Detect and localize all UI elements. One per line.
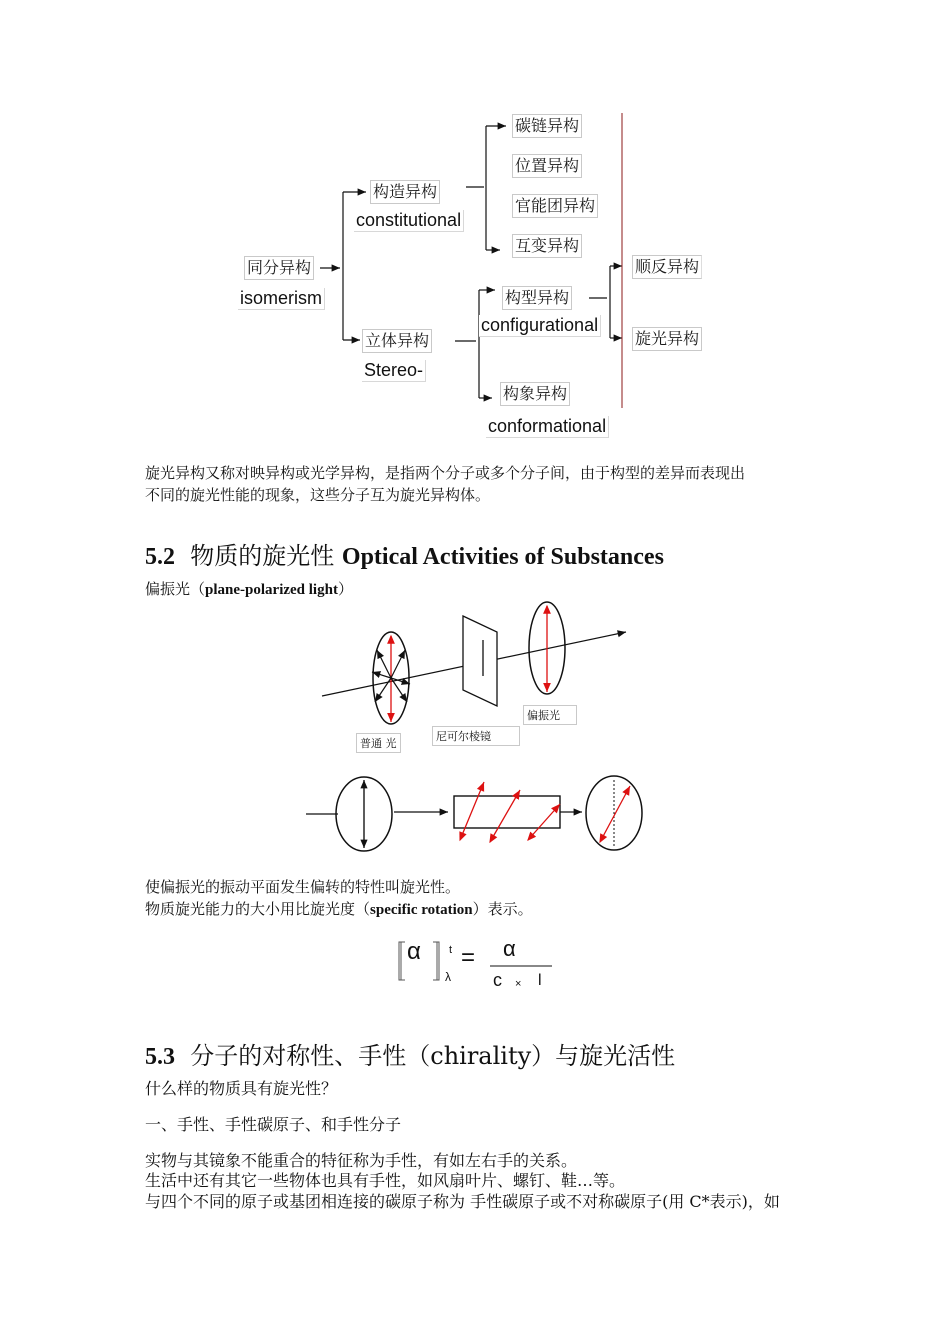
section-5-3-title: 分子的对称性、手性（chirality）与旋光活性 (190, 1042, 676, 1070)
chirality-subheading: 一、手性、手性碳原子、和手性分子 (145, 1115, 402, 1134)
rotation-line-1: 使偏振光的振动平面发生偏转的特性叫旋光性。 (145, 878, 461, 896)
tree-carbon-chain: 碳链异构 (512, 114, 582, 138)
tree-stereo-en: Stereo- (362, 360, 426, 382)
rotation-line-2-term: specific rotation (370, 902, 473, 918)
polarized-prefix: 偏振光（ (145, 580, 206, 598)
tree-functional-group: 官能团异构 (512, 194, 598, 218)
rotation-diagram (306, 776, 642, 851)
formula-alpha-left: α (407, 938, 421, 965)
tree-stereo-cn: 立体异构 (362, 329, 432, 353)
nicol-prism (463, 616, 497, 706)
section-5-3-number: 5.3 (145, 1044, 175, 1070)
tree-root-en: isomerism (238, 288, 325, 310)
polarized-light-ellipse (529, 602, 565, 694)
rotation-line-2 (145, 898, 533, 921)
tree-tautomer: 互变异构 (512, 234, 582, 258)
section-5-2-title-cn: 物质的旋光性 (190, 542, 335, 570)
tree-constitutional-cn: 构造异构 (370, 180, 440, 204)
section-5-3-heading (145, 1036, 675, 1071)
ordinary-light-ellipse (372, 632, 410, 724)
formula-denom-c: c (493, 970, 502, 990)
label-polarized: 偏振光 (523, 705, 577, 725)
tree-conformational-en: conformational (486, 416, 609, 438)
formula-denom-l: l (538, 972, 542, 989)
tree-constitutional-en: constitutional (354, 210, 464, 232)
section-5-2-title-en: Optical Activities of Substances (341, 544, 664, 570)
tree-cis-trans: 顺反异构 (632, 255, 702, 279)
chirality-line-1: 实物与其镜象不能重合的特征称为手性，有如左右手的关系。 (145, 1151, 578, 1170)
chirality-line-2: 生活中还有其它一些物体也具有手性，如风扇叶片、螺钉、鞋…等。 (145, 1171, 626, 1190)
specific-rotation-formula (395, 936, 565, 998)
tree-conformational-cn: 构象异构 (500, 382, 570, 406)
formula-times: × (515, 978, 522, 990)
rotation-line-2-prefix: 物质旋光能力的大小用比旋光度（ (145, 900, 371, 918)
label-ordinary-light: 普通 光 (356, 733, 401, 753)
intro-line-1: 旋光异构又称对映异构或光学异构，是指两个分子或多个分子间，由于构型的差异而表现出 (145, 464, 746, 482)
formula-numerator-alpha: α (503, 936, 516, 961)
intro-line-2: 不同的旋光性能的现象，这些分子互为旋光异构体。 (145, 486, 491, 504)
rotation-line-2-suffix: ）表示。 (472, 900, 533, 918)
label-nicol-prism: 尼可尔棱镜 (432, 726, 520, 746)
chirality-line-3: 与四个不同的原子或基团相连接的碳原子称为 手性碳原子或不对称碳原子(用 C*表示)，如 (145, 1192, 780, 1211)
section-5-2-number: 5.2 (145, 544, 175, 570)
formula-equals: = (461, 944, 476, 971)
formula-subscript-lambda: λ (445, 970, 451, 984)
polarized-term: plane-polarized light (205, 582, 338, 598)
tree-configurational-en: configurational (479, 315, 601, 337)
tree-configurational-cn: 构型异构 (502, 286, 572, 310)
polarized-suffix: ） (337, 580, 353, 598)
tree-root-cn: 同分异构 (244, 256, 314, 280)
chirality-question: 什么样的物质具有旋光性？ (145, 1079, 338, 1098)
tree-position: 位置异构 (512, 154, 582, 178)
formula-superscript-t: t (449, 944, 453, 956)
tree-optical: 旋光异构 (632, 327, 702, 351)
